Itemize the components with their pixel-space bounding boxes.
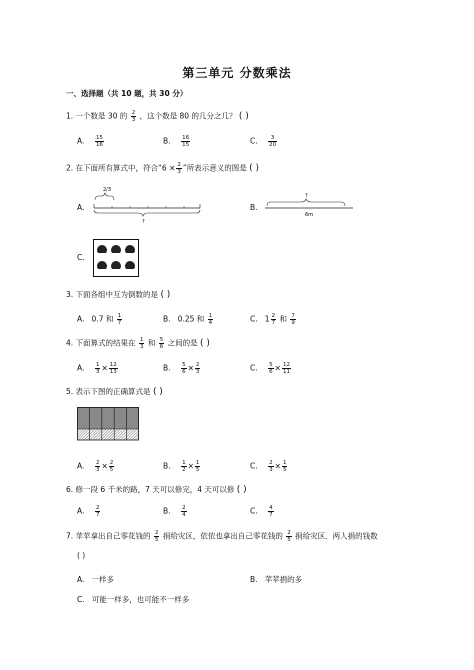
diagram-label: ? — [305, 193, 308, 199]
question-text: ，这个数是 80 的几分之几？ — [139, 111, 237, 121]
option-c[interactable]: C. $\frac{2}{3}$ × $\frac{1}{5}$ — [250, 460, 287, 473]
option-c[interactable]: C. $\frac{4}{7}$ — [250, 505, 273, 518]
option-a[interactable]: A. $\frac{2}{7}$ — [77, 505, 100, 518]
option-b[interactable]: B. $\frac{1}{2}$ × $\frac{1}{5}$ — [163, 460, 200, 473]
answer-blank[interactable]: ( ) — [236, 485, 247, 495]
option-c[interactable]: C. $\frac{5}{6}$ × $\frac{12}{11}$ — [250, 362, 290, 375]
question-4: 4. 下面算式的结果在 $\frac{1}{3}$ 和 $\frac{5}{6}$ 之间的是 ( ) — [66, 337, 210, 350]
question-7: 7. 苹苹拿出自己零花钱的 $\frac{2}{5}$ 捐给灾区，依依也拿出自己零花钱的 $\frac{2}{5}$ 捐给灾区．两人捐的钱数 — [66, 530, 378, 543]
option-a[interactable]: A. — [77, 203, 85, 212]
option-c[interactable]: C. 可能一样多，也可能不一样多 — [77, 595, 190, 604]
option-c[interactable]: C. — [77, 253, 85, 262]
question-1 — [66, 110, 249, 123]
option-c[interactable]: C. 1 $\frac{2}{7}$ 和 $\frac{7}{9}$ — [250, 313, 295, 326]
option-a[interactable]: A. $\frac{15}{16}$ — [77, 135, 103, 148]
diagram-c — [93, 239, 139, 277]
answer-blank[interactable]: ( ) — [249, 163, 260, 174]
option-b[interactable]: B. $\frac{2}{4}$ — [163, 505, 186, 518]
option-a[interactable]: A. $\frac{1}{3}$ × $\frac{12}{13}$ — [77, 362, 117, 375]
answer-blank[interactable]: ( ) — [160, 290, 171, 300]
question-number: 1. — [66, 111, 74, 121]
option-b[interactable]: B. $\frac{16}{15}$ — [163, 135, 190, 148]
answer-blank[interactable]: ( ) — [77, 551, 86, 560]
question-2: 2. 在下面所有算式中，符合“6 × $\frac{2}{3}$ ”所表示意义的图是 ( ) — [66, 162, 260, 175]
section-heading: 一、选择题（共 10 题，共 30 分） — [66, 89, 188, 98]
option-c[interactable]: C. $\frac{3}{20}$ — [250, 135, 277, 148]
answer-blank[interactable]: ( ) — [200, 338, 210, 349]
diagram-label: 2/3 — [103, 187, 112, 193]
page-title: 第三单元 分数乘法 — [182, 66, 292, 80]
fraction: $\frac{2}{3}$ — [131, 110, 136, 123]
option-b[interactable]: B. — [250, 203, 258, 212]
answer-blank[interactable]: ( ) — [238, 111, 249, 122]
option-a[interactable]: A. $\frac{2}{3}$ × $\frac{2}{5}$ — [77, 460, 114, 473]
question-3: 3. 下面各组中互为倒数的是 ( ) — [66, 290, 171, 300]
option-a[interactable]: A. 0.7 和 $\frac{1}{7}$ — [77, 313, 122, 326]
diagram-a — [92, 186, 202, 226]
diagram-b — [265, 192, 355, 222]
question-6: 6. 修一段 6 千米的路，7 天可以修完，4 天可以修 ( ) — [66, 485, 247, 495]
question-text: 一个数是 30 的 — [75, 111, 128, 121]
option-a[interactable]: A. 一样多 — [77, 575, 115, 584]
diagram-label: ? — [142, 219, 145, 225]
diagram-label: 6m — [305, 212, 314, 218]
option-b[interactable]: B. 0.25 和 $\frac{1}{4}$ — [163, 313, 213, 326]
option-b[interactable]: B. 苹苹捐的多 — [250, 575, 303, 584]
question-5: 5. 表示下图的正确算式是 ( ) — [66, 387, 163, 397]
answer-blank[interactable]: ( ) — [152, 387, 163, 397]
shaded-grid-figure — [77, 407, 139, 441]
option-b[interactable]: B. $\frac{5}{6}$ × $\frac{2}{3}$ — [163, 362, 200, 375]
